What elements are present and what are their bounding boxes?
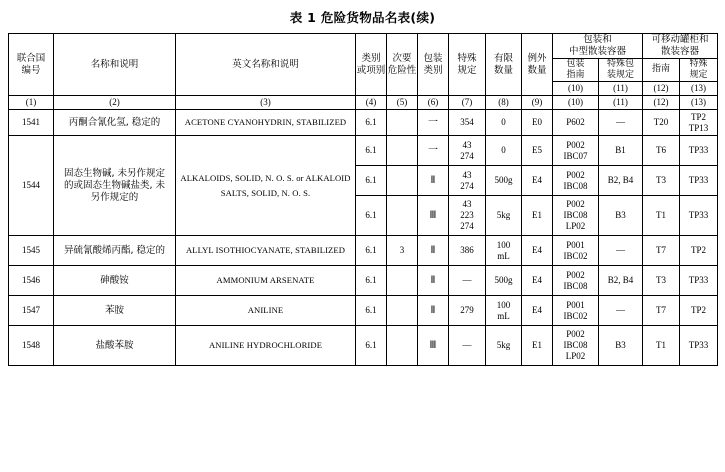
- cell-limited-line1: 100: [496, 299, 511, 310]
- cell-excepted-qty: E4: [522, 166, 553, 196]
- colnum-10: (10): [553, 82, 599, 96]
- cell-tank-special: TP33: [680, 136, 718, 166]
- colnum-11b: (11): [599, 96, 643, 110]
- cell-tank-instruction: T1: [643, 326, 680, 366]
- cell-class: 6.1: [356, 166, 387, 196]
- cell-name-en-line1: ALKALOIDS, SOLID, N. O. S. or ALKALOID: [180, 172, 351, 183]
- cell-excepted-qty: E4: [522, 236, 553, 266]
- th-pack-line1: 包装: [423, 52, 443, 64]
- colnum-10b: (10): [553, 96, 599, 110]
- colnum-11: (11): [599, 82, 643, 96]
- cell-tank-instruction: T7: [643, 236, 680, 266]
- th-tank-rule-line2: 规定: [689, 70, 708, 80]
- th-excepted-qty: [522, 34, 553, 96]
- th-tank-instruction: 指南: [643, 58, 680, 82]
- th-class-line2: 或项别: [356, 64, 386, 76]
- colnum-12b: (12): [643, 96, 680, 110]
- th-name-en: 英文名称和说明: [176, 34, 356, 96]
- colnum-12: (12): [643, 82, 680, 96]
- cell-excepted-qty: E0: [522, 110, 553, 136]
- cell-pkg-line1: P002: [566, 328, 585, 339]
- cell-name-en: ANILINE HYDROCHLORIDE: [176, 326, 356, 366]
- colnum-5: (5): [387, 96, 418, 110]
- cell-excepted-qty: E4: [522, 266, 553, 296]
- page-title: 表 1 危险货物品名表(续): [289, 10, 436, 25]
- th-tank-special: [680, 58, 718, 82]
- cell-tank-special-line1: TP2: [691, 111, 707, 122]
- cell-limited-qty: 5kg: [486, 196, 522, 236]
- th-packing-special: [599, 58, 643, 82]
- th-subsidiary: [387, 34, 418, 96]
- table-row: [9, 296, 718, 326]
- th-limited-qty: [486, 34, 522, 96]
- cell-name-cn: [54, 136, 176, 236]
- cell-name-cn: 苯胺: [54, 296, 176, 326]
- th-class-line1: 类别: [361, 52, 381, 64]
- cell-packing-group: Ⅱ: [418, 166, 449, 196]
- cell-special-line2: 223: [460, 210, 474, 221]
- cell-excepted-qty: E1: [522, 326, 553, 366]
- cell-limited-qty: [486, 296, 522, 326]
- cell-subsidiary: [387, 326, 418, 366]
- cell-class: 6.1: [356, 266, 387, 296]
- cell-name-en: ALLYL ISOTHIOCYANATE, STABILIZED: [176, 236, 356, 266]
- cell-pkg-line2: IBC07: [563, 150, 588, 161]
- colnum-9: (9): [522, 96, 553, 110]
- cell-pkg-line2: IBC02: [563, 250, 588, 261]
- cell-name-en: ANILINE: [176, 296, 356, 326]
- cell-subsidiary: [387, 266, 418, 296]
- cell-special: —: [449, 266, 486, 296]
- cell-limited-line2: mL: [497, 250, 510, 261]
- th-tank-rule-line1: 特殊: [689, 58, 708, 69]
- th-packing-group: [418, 34, 449, 96]
- th-packaging-line1: 包装和: [583, 34, 612, 45]
- cell-class: 6.1: [356, 136, 387, 166]
- th-sub-line1: 次要: [392, 52, 412, 64]
- cell-tank-special: TP33: [680, 166, 718, 196]
- cell-packing-special: —: [599, 110, 643, 136]
- th-limited-line1: 有限: [493, 52, 513, 64]
- cell-packing-group: Ⅱ: [418, 296, 449, 326]
- cell-tank-special: TP33: [680, 196, 718, 236]
- colnum-2: (2): [54, 96, 176, 110]
- th-pack-line2: 类别: [423, 64, 443, 76]
- dangerous-goods-table: [8, 33, 718, 366]
- table-body: [9, 110, 718, 366]
- cell-subsidiary: [387, 196, 418, 236]
- cell-limited-qty: 0: [486, 110, 522, 136]
- cell-pkg-line1: P001: [566, 299, 585, 310]
- cell-class: 6.1: [356, 326, 387, 366]
- th-special-line2: 规定: [457, 64, 477, 76]
- cell-subsidiary: [387, 296, 418, 326]
- table-row: [9, 266, 718, 296]
- cell-tank-special: TP33: [680, 326, 718, 366]
- cell-subsidiary: [387, 166, 418, 196]
- cell-name-en: [176, 136, 356, 236]
- cell-un-no: 1544: [9, 136, 54, 236]
- cell-packing-instruction: [553, 236, 599, 266]
- cell-name-cn-line2: 的或固态生物碱盐类, 未: [63, 179, 166, 191]
- header-row-1: [9, 34, 718, 59]
- th-packing-instruction: [553, 58, 599, 82]
- th-pkg-rule-line1: 特殊包: [607, 58, 635, 69]
- cell-name-en: AMMONIUM ARSENATE: [176, 266, 356, 296]
- colnum-8: (8): [486, 96, 522, 110]
- cell-pkg-line2: IBC08: [563, 210, 588, 221]
- cell-packing-special: B1: [599, 136, 643, 166]
- cell-packing-special: B3: [599, 326, 643, 366]
- th-tank-group: [643, 34, 718, 59]
- cell-packing-special: B3: [599, 196, 643, 236]
- cell-limited-qty: 0: [486, 136, 522, 166]
- cell-name-cn: 丙酮合氰化氢, 稳定的: [54, 110, 176, 136]
- cell-pkg-line1: P001: [566, 239, 585, 250]
- cell-class: 6.1: [356, 236, 387, 266]
- cell-name-cn: 盐酸苯胺: [54, 326, 176, 366]
- cell-name-en-line2: SALTS, SOLID, N. O. S.: [220, 188, 311, 199]
- colnum-3: (3): [176, 96, 356, 110]
- cell-packing-special: —: [599, 236, 643, 266]
- colnum-6: (6): [418, 96, 449, 110]
- cell-special-line1: 43: [462, 198, 472, 209]
- cell-packing-group: Ⅲ: [418, 326, 449, 366]
- cell-packing-instruction: [553, 266, 599, 296]
- th-un-no: [9, 34, 54, 96]
- cell-name-en: ACETONE CYANOHYDRIN, STABILIZED: [176, 110, 356, 136]
- cell-pkg-line3: LP02: [565, 221, 586, 232]
- cell-un-no: 1541: [9, 110, 54, 136]
- colnum-13b: (13): [680, 96, 718, 110]
- cell-limited-line1: 100: [496, 239, 511, 250]
- cell-un-no: 1545: [9, 236, 54, 266]
- cell-excepted-qty: E5: [522, 136, 553, 166]
- cell-limited-qty: 5kg: [486, 326, 522, 366]
- th-tank-line1: 可移动罐柜和: [651, 34, 709, 45]
- cell-name-cn-line1: 固态生物碱, 未另作规定: [63, 167, 166, 179]
- th-special-provisions: [449, 34, 486, 96]
- cell-un-no: 1548: [9, 326, 54, 366]
- cell-tank-instruction: T20: [643, 110, 680, 136]
- cell-subsidiary: [387, 136, 418, 166]
- colnum-1: (1): [9, 96, 54, 110]
- cell-packing-group: 一: [418, 136, 449, 166]
- cell-tank-instruction: T3: [643, 266, 680, 296]
- cell-pkg-line1: P002: [566, 198, 585, 209]
- cell-tank-instruction: T7: [643, 296, 680, 326]
- cell-name-cn: 异硫氰酸烯丙酯, 稳定的: [54, 236, 176, 266]
- cell-special: —: [449, 326, 486, 366]
- cell-packing-instruction: [553, 166, 599, 196]
- cell-pkg-line3: LP02: [565, 351, 586, 362]
- cell-subsidiary: [387, 110, 418, 136]
- cell-excepted-qty: E1: [522, 196, 553, 236]
- cell-pkg-line2: IBC08: [563, 180, 588, 191]
- th-pkg-rule-line2: 装规定: [607, 70, 635, 80]
- table-row: [9, 236, 718, 266]
- cell-packing-group: Ⅲ: [418, 196, 449, 236]
- th-class: [356, 34, 387, 96]
- cell-packing-instruction: [553, 136, 599, 166]
- th-excepted-line1: 例外: [527, 52, 547, 64]
- colnum-7: (7): [449, 96, 486, 110]
- th-un-no-line1: 联合国: [16, 52, 46, 64]
- th-packaging-group: [553, 34, 643, 59]
- th-tank-line2: 散装容器: [661, 45, 700, 57]
- cell-tank-special: TP2: [680, 296, 718, 326]
- table-row: [9, 110, 718, 136]
- cell-packing-group: Ⅱ: [418, 266, 449, 296]
- cell-pkg-line2: IBC02: [563, 310, 588, 321]
- cell-packing-instruction: [553, 326, 599, 366]
- cell-pkg-line1: P002: [566, 169, 585, 180]
- cell-special: [449, 196, 486, 236]
- cell-special: [449, 136, 486, 166]
- cell-tank-instruction: T3: [643, 166, 680, 196]
- colnum-4: (4): [356, 96, 387, 110]
- cell-tank-special: TP2: [680, 236, 718, 266]
- table-row: [9, 326, 718, 366]
- th-special-line1: 特殊: [457, 52, 477, 64]
- cell-pkg-line2: IBC08: [563, 280, 588, 291]
- cell-packing-special: —: [599, 296, 643, 326]
- th-name-cn: 名称和说明: [54, 34, 176, 96]
- cell-class: 6.1: [356, 110, 387, 136]
- cell-packing-group: Ⅱ: [418, 236, 449, 266]
- cell-limited-qty: 500g: [486, 166, 522, 196]
- cell-pkg-line1: P002: [566, 269, 585, 280]
- th-sub-line2: 危险性: [387, 64, 417, 76]
- table-row: [9, 136, 718, 166]
- cell-un-no: 1547: [9, 296, 54, 326]
- cell-excepted-qty: E4: [522, 296, 553, 326]
- colnum-13: (13): [680, 82, 718, 96]
- cell-special-line1: 43: [462, 139, 472, 150]
- cell-limited-qty: [486, 236, 522, 266]
- th-limited-line2: 数量: [493, 64, 513, 76]
- cell-special: 386: [449, 236, 486, 266]
- cell-tank-special-line2: TP13: [688, 122, 709, 133]
- cell-tank-instruction: T1: [643, 196, 680, 236]
- cell-pkg-line1: P002: [566, 139, 585, 150]
- cell-limited-line2: mL: [497, 310, 510, 321]
- cell-limited-qty: 500g: [486, 266, 522, 296]
- cell-packing-special: B2, B4: [599, 266, 643, 296]
- column-number-row: [9, 96, 718, 110]
- cell-special: 354: [449, 110, 486, 136]
- th-packaging-line2: 中型散装容器: [569, 45, 627, 57]
- th-pkg-guide-line1: 包装: [566, 58, 585, 69]
- cell-special-line1: 43: [462, 169, 472, 180]
- cell-tank-instruction: T6: [643, 136, 680, 166]
- th-pkg-guide-line2: 指南: [566, 70, 585, 80]
- cell-special-line2: 274: [460, 180, 474, 191]
- cell-special: [449, 166, 486, 196]
- cell-special: 279: [449, 296, 486, 326]
- cell-subsidiary: 3: [387, 236, 418, 266]
- cell-class: 6.1: [356, 196, 387, 236]
- cell-tank-special: TP33: [680, 266, 718, 296]
- cell-special-line3: 274: [460, 221, 474, 232]
- table-head: [9, 34, 718, 110]
- cell-pkg-line2: IBC08: [563, 340, 588, 351]
- th-un-no-line2: 编号: [21, 64, 41, 76]
- cell-name-cn-line3: 另作规定的: [90, 191, 139, 203]
- cell-packing-group: 一: [418, 110, 449, 136]
- cell-class: 6.1: [356, 296, 387, 326]
- cell-un-no: 1546: [9, 266, 54, 296]
- cell-packing-instruction: [553, 196, 599, 236]
- cell-tank-special: [680, 110, 718, 136]
- th-excepted-line2: 数量: [527, 64, 547, 76]
- cell-special-line2: 274: [460, 150, 474, 161]
- cell-name-cn: 砷酸铵: [54, 266, 176, 296]
- cell-packing-instruction: [553, 296, 599, 326]
- cell-packing-instruction: P602: [553, 110, 599, 136]
- cell-packing-special: B2, B4: [599, 166, 643, 196]
